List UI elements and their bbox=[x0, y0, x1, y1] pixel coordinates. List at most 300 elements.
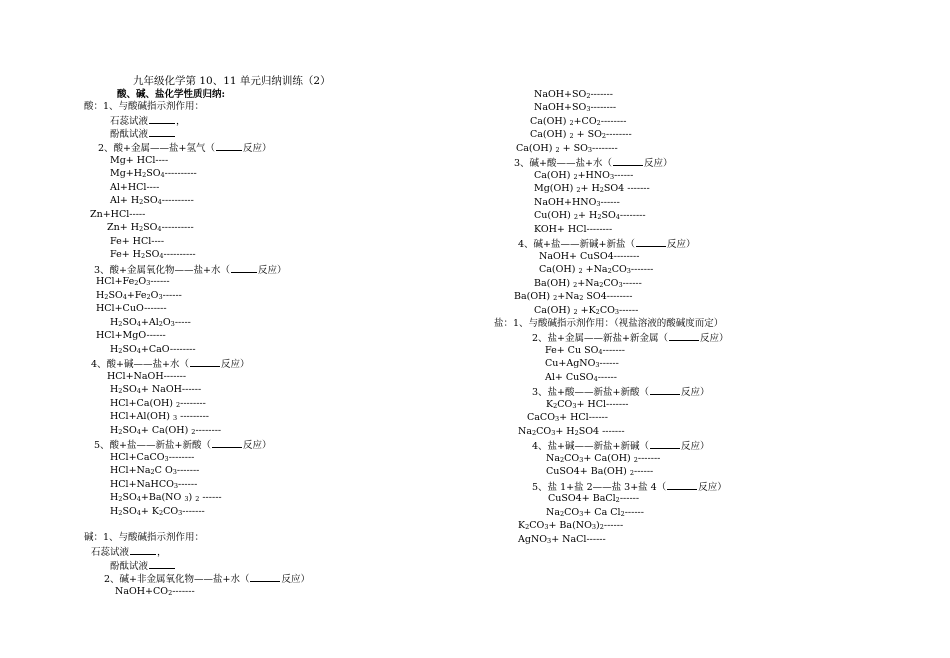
text-segment: H bbox=[110, 384, 119, 395]
text-segment: ---------- bbox=[163, 249, 196, 260]
left-line bbox=[110, 168, 197, 180]
text-segment: Ba(OH) bbox=[514, 291, 554, 302]
text-segment: HCl+Na bbox=[110, 465, 151, 476]
text-segment: +Na bbox=[582, 264, 608, 275]
text-segment: 2、盐+金属——新盐+新金属（ bbox=[532, 333, 668, 344]
subscript: 4 bbox=[598, 348, 603, 356]
right-line bbox=[546, 466, 653, 478]
subscript: 3 bbox=[595, 361, 600, 369]
text-segment: O bbox=[138, 276, 147, 287]
text-segment: ------ bbox=[599, 358, 619, 369]
text-segment: ------ bbox=[619, 493, 640, 504]
page-title: 九年级化学第 10、11 单元归纳训练（2） bbox=[133, 75, 331, 87]
text-segment: 5、盐 1+盐 2——盐 3+盐 4（ bbox=[532, 482, 667, 493]
text-segment: NaOH+CO bbox=[115, 586, 169, 597]
text-segment: + SO bbox=[559, 143, 588, 154]
right-line bbox=[534, 305, 638, 317]
text-segment: -------- bbox=[180, 398, 206, 409]
text-segment: CuSO4+ BaCl bbox=[548, 493, 616, 504]
subscript: 3 bbox=[170, 320, 175, 328]
left-line bbox=[110, 114, 186, 128]
text-segment: ------ bbox=[634, 466, 654, 477]
text-segment: 石蕊试液 bbox=[91, 547, 130, 558]
right-line bbox=[539, 251, 639, 263]
subscript: 2 bbox=[168, 589, 173, 597]
subscript: 2 bbox=[573, 173, 578, 181]
text-segment: HCl+Al(OH) bbox=[110, 411, 173, 422]
answer-blank bbox=[149, 127, 175, 137]
subscript: 2 bbox=[553, 294, 558, 302]
text-segment: SO bbox=[122, 492, 137, 503]
subscript: 3 bbox=[572, 402, 577, 410]
subscript: 2 bbox=[576, 186, 581, 194]
text-segment: + HCl------ bbox=[559, 412, 608, 423]
text-segment: Ca(OH) bbox=[534, 170, 574, 181]
left-line bbox=[107, 371, 186, 383]
text-segment: Cu(OH) bbox=[534, 210, 574, 221]
text-segment: 盐：1、与酸碱指示剂作用：（视盐溶液的酸碱度而定） bbox=[494, 318, 724, 329]
text-segment: ----- bbox=[174, 317, 191, 328]
subscript: 2 bbox=[146, 293, 151, 301]
subscript: 4 bbox=[136, 428, 141, 436]
subscript: 2 bbox=[531, 429, 537, 437]
text-segment: Ca(OH) bbox=[534, 305, 574, 316]
left-line bbox=[90, 209, 145, 221]
subscript: 2 bbox=[176, 401, 181, 409]
text-segment: 反应） bbox=[680, 387, 710, 398]
text-segment: CO bbox=[599, 305, 615, 316]
text-segment: -------- bbox=[195, 425, 222, 436]
subscript: 2 bbox=[569, 132, 574, 140]
right-line bbox=[534, 102, 616, 114]
text-segment: ， bbox=[176, 116, 186, 127]
text-segment: 5、酸+盐——新盐+新酸（ bbox=[94, 440, 211, 451]
right-line bbox=[534, 170, 633, 182]
subscript: 3 bbox=[164, 455, 169, 463]
text-segment: 反应） bbox=[242, 440, 272, 451]
text-segment: 4、碱+盐——新碱+新盐（ bbox=[518, 239, 635, 250]
text-segment: ------ bbox=[597, 372, 617, 383]
left-line bbox=[110, 559, 176, 573]
text-segment: +CaO-------- bbox=[140, 344, 196, 355]
text-segment: + Ca Cl bbox=[583, 507, 621, 518]
right-line bbox=[514, 291, 632, 303]
subscript: 3 bbox=[544, 523, 549, 531]
subscript: 3 bbox=[172, 414, 178, 422]
text-segment: K bbox=[546, 399, 554, 410]
text-segment: SO4-------- bbox=[583, 291, 633, 302]
answer-blank bbox=[149, 559, 175, 569]
subscript: 2 bbox=[525, 523, 530, 531]
text-segment: ---------- bbox=[161, 222, 194, 233]
subscript: 3 bbox=[579, 510, 584, 518]
text-segment: ------ bbox=[622, 278, 642, 289]
text-segment: +HNO bbox=[577, 170, 610, 181]
text-segment: CaCO bbox=[527, 412, 555, 423]
text-segment: +Fe bbox=[126, 290, 147, 301]
text-segment: Ca(OH) bbox=[530, 116, 570, 127]
subscript: 2 bbox=[118, 320, 123, 328]
text-segment: C O bbox=[154, 465, 173, 476]
text-segment: ------- bbox=[182, 506, 205, 517]
text-segment: 酚酞试液 bbox=[110, 129, 149, 140]
text-segment: HCl+NaOH------- bbox=[107, 371, 187, 382]
subscript: 2 bbox=[578, 267, 583, 275]
subscript: 3 bbox=[591, 523, 597, 531]
text-segment: Al+ CuSO bbox=[545, 372, 594, 383]
text-segment: CO bbox=[536, 426, 552, 437]
right-line bbox=[545, 372, 617, 384]
text-segment: ------ bbox=[178, 479, 198, 490]
text-segment: -------- bbox=[590, 102, 617, 113]
text-segment: ------ bbox=[600, 197, 620, 208]
text-segment: HCl+Fe bbox=[96, 276, 135, 287]
right-line bbox=[530, 116, 626, 128]
text-segment: ------- bbox=[630, 264, 654, 275]
text-segment: + SO bbox=[573, 129, 602, 140]
text-segment: Zn+ H bbox=[107, 222, 139, 233]
text-segment: SO bbox=[601, 210, 616, 221]
left-line bbox=[110, 195, 194, 207]
left-line bbox=[91, 545, 167, 559]
text-segment: Mg+ HCl---- bbox=[110, 155, 169, 166]
subscript: 4 bbox=[122, 293, 127, 301]
right-line bbox=[514, 156, 672, 170]
text-segment: CuSO4+ Ba(OH) bbox=[546, 466, 630, 477]
subscript: 2 bbox=[569, 119, 574, 127]
text-segment: CO bbox=[611, 264, 627, 275]
subscript: 3 bbox=[173, 482, 179, 490]
text-segment: + H bbox=[580, 183, 600, 194]
left-line bbox=[110, 344, 196, 356]
subscript: 2 bbox=[595, 308, 600, 316]
subscript: 2 bbox=[596, 119, 601, 127]
text-segment: 反应） bbox=[699, 333, 729, 344]
text-segment: 反应） bbox=[220, 359, 250, 370]
text-segment: ------ bbox=[603, 520, 624, 531]
answer-blank bbox=[613, 156, 643, 166]
answer-blank bbox=[636, 237, 666, 247]
text-segment: +Al bbox=[140, 317, 159, 328]
text-segment: SO bbox=[145, 249, 160, 260]
text-segment: 酚酞试液 bbox=[110, 561, 149, 572]
subscript: 4 bbox=[615, 213, 620, 221]
text-segment: CO bbox=[564, 507, 580, 518]
left-line bbox=[110, 492, 222, 504]
text-segment: CO bbox=[163, 506, 179, 517]
text-segment: + HCl------- bbox=[576, 399, 629, 410]
subscript: 4 bbox=[157, 198, 162, 206]
text-segment: Cu+AgNO bbox=[545, 358, 596, 369]
text-segment: 酸：1、与酸碱指示剂作用： bbox=[84, 101, 205, 112]
text-segment: + Ca(OH) bbox=[140, 425, 192, 436]
subscript: 2 bbox=[573, 308, 578, 316]
text-segment: + K bbox=[140, 506, 159, 517]
answer-blank bbox=[667, 480, 697, 490]
subscript: 3 bbox=[618, 281, 623, 289]
subscript: 4 bbox=[136, 387, 141, 395]
left-line bbox=[96, 276, 170, 288]
text-segment: Mg+H bbox=[110, 168, 143, 179]
answer-blank bbox=[190, 357, 220, 367]
subscript: 3 bbox=[609, 173, 615, 181]
text-segment: SO bbox=[122, 317, 137, 328]
answer-blank bbox=[149, 114, 175, 124]
answer-blank bbox=[216, 141, 242, 151]
left-line bbox=[110, 384, 201, 396]
subscript: 3 bbox=[555, 415, 560, 423]
text-segment: NaOH+ CuSO4-------- bbox=[539, 251, 640, 262]
subscript: 2 bbox=[579, 294, 584, 302]
text-segment: K bbox=[518, 520, 526, 531]
left-line bbox=[110, 236, 164, 248]
subscript: 3 bbox=[178, 509, 183, 517]
text-segment: SO bbox=[143, 195, 158, 206]
right-line bbox=[532, 480, 727, 494]
text-segment: Fe+ HCl---- bbox=[110, 236, 165, 247]
right-line bbox=[534, 278, 642, 290]
right-line bbox=[534, 197, 620, 209]
text-segment: ------- bbox=[176, 465, 200, 476]
subscript: 2 bbox=[559, 510, 565, 518]
right-line bbox=[494, 318, 723, 330]
text-segment: ------ bbox=[619, 305, 639, 316]
text-segment: H bbox=[110, 425, 119, 436]
text-segment: -------- bbox=[619, 210, 646, 221]
subscript: 3 bbox=[626, 267, 631, 275]
subscript: 2 bbox=[607, 267, 612, 275]
left-line bbox=[91, 357, 249, 371]
text-segment: 反应） bbox=[698, 482, 727, 493]
subscript: 2 bbox=[573, 281, 578, 289]
answer-blank bbox=[130, 545, 156, 555]
left-line bbox=[110, 155, 168, 167]
left-line bbox=[96, 330, 166, 342]
subscript: 2 bbox=[597, 213, 602, 221]
text-segment: SO bbox=[143, 222, 158, 233]
subscript: 3 bbox=[596, 200, 601, 208]
subscript: 3 bbox=[614, 308, 620, 316]
subscript: 4 bbox=[136, 495, 141, 503]
text-segment: CO bbox=[529, 520, 545, 531]
subscript: 4 bbox=[136, 347, 141, 355]
text-segment: +Na bbox=[557, 291, 580, 302]
text-segment: + NaOH------ bbox=[140, 384, 202, 395]
text-segment: ， bbox=[157, 547, 167, 558]
text-segment: 2、碱+非金属氧化物——盐+水（ bbox=[104, 574, 250, 585]
subscript: 2 bbox=[118, 347, 123, 355]
text-segment: + NaCl------ bbox=[551, 534, 606, 545]
subscript: 4 bbox=[160, 171, 165, 179]
right-line bbox=[534, 89, 613, 101]
subscript: 2 bbox=[599, 186, 604, 194]
text-segment: 石蕊试液 bbox=[110, 116, 149, 127]
right-line bbox=[518, 534, 606, 546]
subscript: 2 bbox=[118, 428, 123, 436]
text-segment: ---------- bbox=[164, 168, 197, 179]
text-segment: Zn+HCl----- bbox=[90, 209, 146, 220]
text-segment: SO bbox=[122, 506, 137, 517]
right-line bbox=[527, 412, 608, 424]
subscript: 2 bbox=[138, 225, 144, 233]
subscript: 2 bbox=[134, 279, 139, 287]
text-segment: H bbox=[110, 492, 119, 503]
text-segment: -------- bbox=[600, 116, 627, 127]
text-segment: ------ bbox=[162, 290, 182, 301]
text-segment: 3、盐+酸——新盐+新酸（ bbox=[532, 387, 649, 398]
text-segment: 反应） bbox=[666, 239, 696, 250]
text-segment: CO bbox=[603, 278, 619, 289]
left-line bbox=[110, 411, 209, 423]
subscript: 2 bbox=[574, 429, 579, 437]
text-segment: AgNO bbox=[518, 534, 548, 545]
text-segment: ------ bbox=[614, 170, 634, 181]
text-segment: HCl+Ca(OH) bbox=[110, 398, 176, 409]
text-segment: +Ba(NO bbox=[140, 492, 185, 503]
text-segment: Fe+ H bbox=[110, 249, 141, 260]
subscript: 4 bbox=[136, 509, 141, 517]
text-segment: KOH+ HCl-------- bbox=[534, 224, 613, 235]
text-segment: 3、碱+酸——盐+水（ bbox=[514, 158, 612, 169]
text-segment: ) bbox=[596, 520, 600, 531]
left-line bbox=[115, 586, 195, 598]
answer-blank bbox=[212, 438, 242, 448]
text-segment: HCl+MgO------ bbox=[96, 330, 166, 341]
subscript: 2 bbox=[629, 469, 634, 477]
right-line bbox=[546, 453, 660, 465]
subscript: 4 bbox=[136, 320, 141, 328]
subscript: 2 bbox=[158, 509, 164, 517]
left-line bbox=[110, 249, 196, 261]
left-line bbox=[110, 182, 159, 194]
text-segment: ------ bbox=[199, 492, 222, 503]
text-segment: + H bbox=[578, 210, 598, 221]
right-line bbox=[532, 439, 709, 453]
right-line bbox=[532, 385, 709, 399]
answer-blank bbox=[650, 385, 680, 395]
subscript: 2 bbox=[191, 428, 196, 436]
subscript: 2 bbox=[139, 198, 144, 206]
text-segment: 3、酸+金属氧化物——盐+水（ bbox=[94, 265, 230, 276]
text-segment: SO bbox=[146, 168, 161, 179]
subscript: 2 bbox=[573, 213, 579, 221]
right-line bbox=[518, 520, 623, 532]
subscript: 3 bbox=[551, 429, 556, 437]
subscript: 2 bbox=[615, 496, 620, 504]
left-line bbox=[96, 303, 167, 315]
text-segment: ------- bbox=[172, 586, 195, 597]
subscript: 2 bbox=[195, 495, 200, 503]
right-line bbox=[518, 237, 695, 251]
subscript: 2 bbox=[142, 171, 147, 179]
subscript: 2 bbox=[140, 252, 146, 260]
left-line bbox=[107, 222, 194, 234]
text-segment: SO4 ------- bbox=[578, 426, 625, 437]
text-segment: -------- bbox=[168, 452, 195, 463]
text-segment: NaOH+SO bbox=[534, 89, 587, 100]
subscript: 3 bbox=[184, 495, 189, 503]
text-segment: ------ bbox=[624, 507, 644, 518]
right-line bbox=[516, 143, 618, 155]
text-segment: ------- bbox=[637, 453, 661, 464]
text-segment: CO bbox=[557, 399, 573, 410]
subscript: 2 bbox=[586, 92, 591, 100]
text-segment: Ca(OH) bbox=[530, 129, 570, 140]
subscript: 4 bbox=[159, 252, 164, 260]
text-segment: Ba(OH) bbox=[534, 278, 574, 289]
text-segment: 4、酸+碱——盐+水（ bbox=[91, 359, 189, 370]
left-line bbox=[110, 479, 197, 491]
text-segment: O bbox=[162, 317, 171, 328]
text-segment: -------- bbox=[592, 143, 618, 154]
text-segment: +Na bbox=[577, 278, 600, 289]
left-line bbox=[110, 425, 221, 437]
right-line bbox=[530, 129, 632, 141]
subscript: 2 bbox=[633, 456, 638, 464]
text-segment: HCl+CaCO bbox=[110, 452, 165, 463]
text-segment: NaOH+HNO bbox=[534, 197, 597, 208]
subscript: 2 bbox=[599, 523, 604, 531]
text-segment: SO bbox=[122, 384, 137, 395]
left-line bbox=[104, 572, 310, 586]
text-segment: 反应） bbox=[281, 574, 310, 585]
text-segment: + Ca(OH) bbox=[583, 453, 634, 464]
answer-blank bbox=[231, 263, 257, 273]
text-segment: 反应） bbox=[680, 441, 710, 452]
left-line bbox=[84, 532, 204, 544]
answer-blank bbox=[250, 572, 280, 582]
text-segment: --------- bbox=[177, 411, 210, 422]
left-line bbox=[110, 317, 191, 329]
answer-blank bbox=[650, 439, 680, 449]
subscript: 2 bbox=[553, 402, 558, 410]
subscript: 4 bbox=[157, 225, 162, 233]
text-segment: ------- bbox=[590, 89, 613, 100]
right-line bbox=[546, 399, 629, 411]
subscript: 2 bbox=[599, 281, 604, 289]
subscript: 2 bbox=[104, 293, 109, 301]
right-line bbox=[548, 493, 639, 505]
text-segment: O bbox=[150, 290, 159, 301]
right-line bbox=[534, 210, 646, 222]
text-segment: Mg(OH) bbox=[534, 183, 577, 194]
left-line bbox=[110, 127, 176, 141]
text-segment: HCl+NaHCO bbox=[110, 479, 174, 490]
subscript: 2 bbox=[620, 510, 625, 518]
right-line bbox=[534, 224, 612, 236]
section-subtitle: 酸、碱、盐化学性质归纳: bbox=[117, 89, 226, 100]
text-segment: SO bbox=[108, 290, 123, 301]
right-line bbox=[518, 426, 625, 438]
text-segment: Ca(OH) bbox=[539, 264, 579, 275]
right-line bbox=[545, 345, 625, 357]
subscript: 2 bbox=[150, 468, 155, 476]
text-segment: Na bbox=[518, 426, 532, 437]
subscript: 3 bbox=[587, 146, 593, 154]
right-line bbox=[546, 507, 644, 519]
text-segment: SO bbox=[122, 425, 137, 436]
subscript: 3 bbox=[547, 537, 552, 545]
text-segment: 2、酸+金属——盐+氢气（ bbox=[98, 143, 215, 154]
subscript: 2 bbox=[118, 509, 123, 517]
right-line bbox=[532, 331, 728, 345]
text-segment: Al+HCl---- bbox=[110, 182, 160, 193]
left-line bbox=[98, 141, 271, 155]
text-segment: SO4 ------- bbox=[603, 183, 650, 194]
subscript: 3 bbox=[158, 293, 163, 301]
text-segment: ) bbox=[188, 492, 196, 503]
right-line bbox=[534, 183, 650, 195]
